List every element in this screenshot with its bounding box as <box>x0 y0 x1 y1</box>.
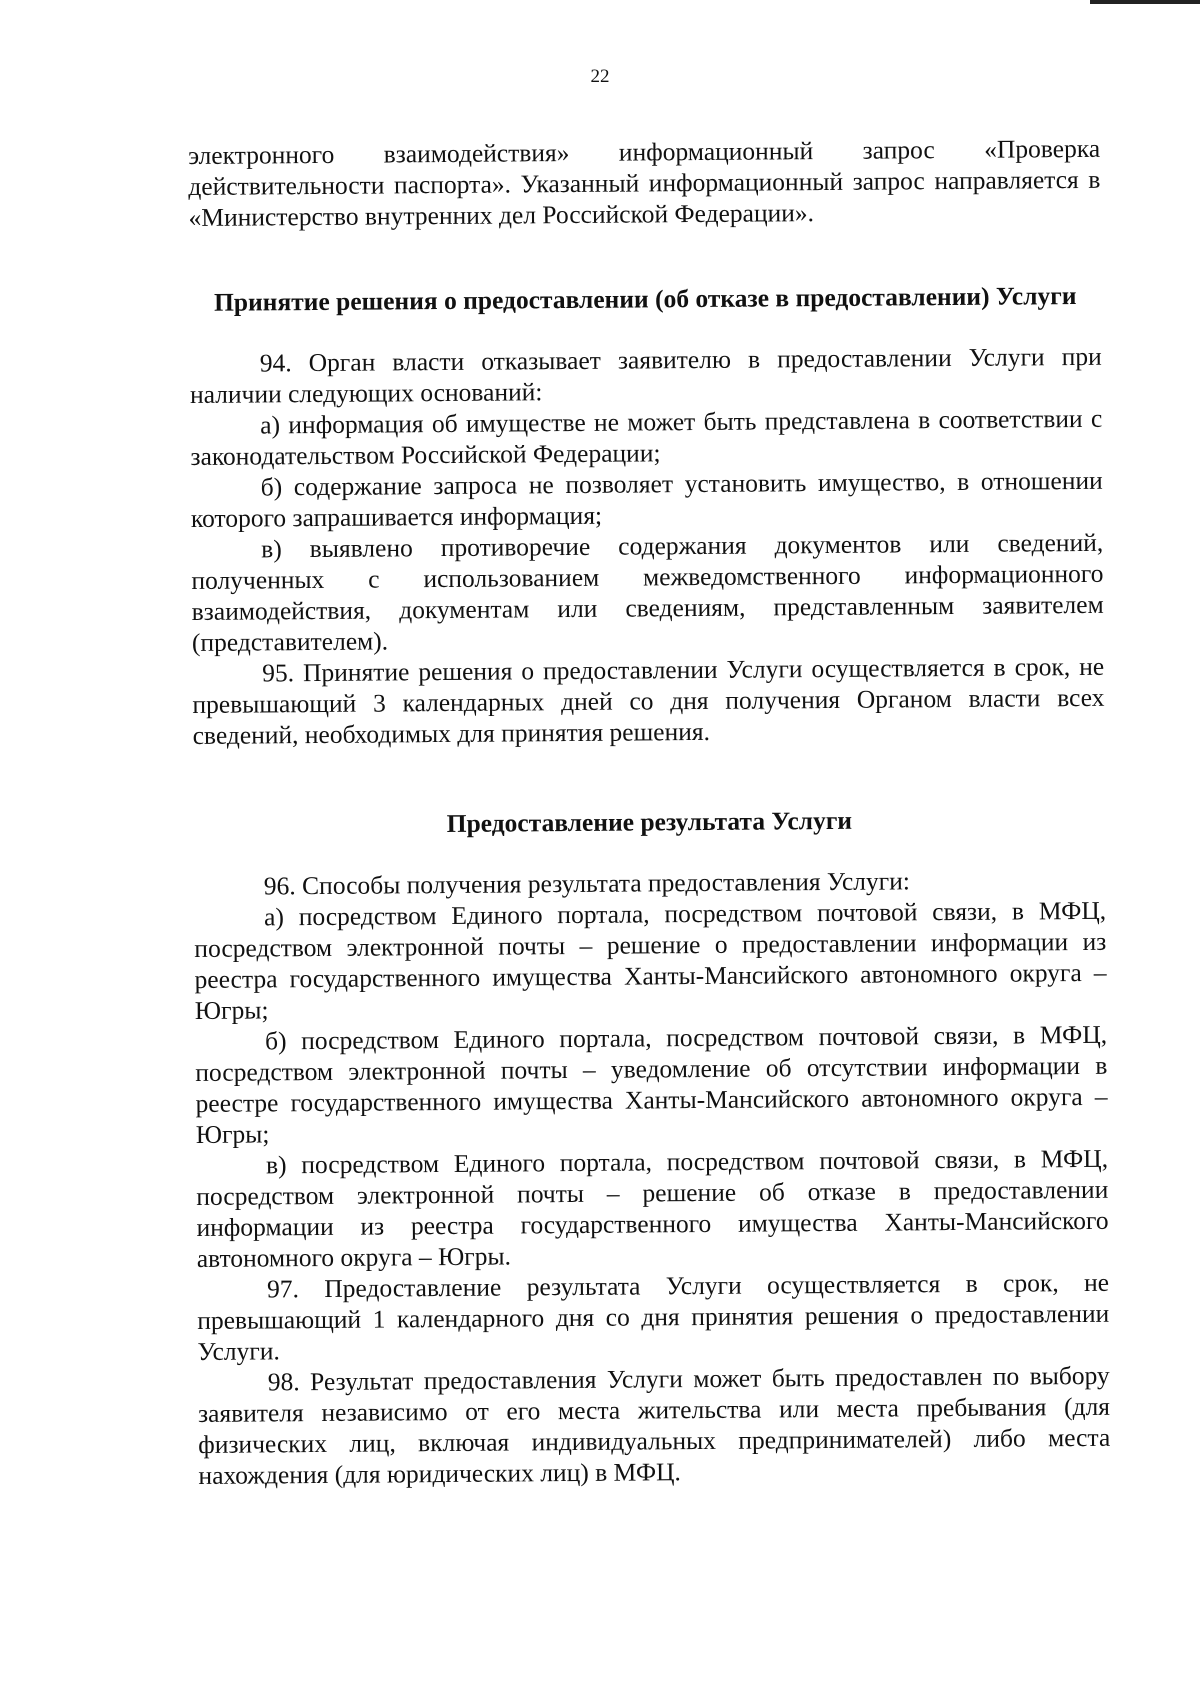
paragraph-94-b: б) содержание запроса не позволяет установить имущество, в отношении которого запрашивается информация; <box>190 465 1103 533</box>
paragraph-96: 96. Способы получения результата предоставления Услуги: <box>263 866 911 901</box>
paragraph-98: 98. Результат предоставления Услуги может быть предоставлен по выбору заявителя независимо от его места жительства или места пребывания (для физических лиц, включая индивидуальных предпринимателей) либо места нахождения (для юридических лиц) в МФЦ. <box>197 1360 1111 1490</box>
paragraph-96-b: б) посредством Единого портала, посредством почтовой связи, в МФЦ, посредством электронной почты – уведомление об отсутствии информации в реестре государственного имущества Ханты-Мансийского автономного округа – Югры; <box>195 1019 1108 1149</box>
paragraph-95: 95. Принятие решения о предоставлении Услуги осуществляется в срок, не превышающий 3 календарных дней со дня получения Органом власти всех сведений, необходимых для принятия решения. <box>192 651 1105 750</box>
section-decision-body <box>190 341 1105 751</box>
page-number: 22 <box>590 66 610 87</box>
paragraph-94-v: в) выявлено противоречие содержания документов или сведений, полученных с использованием межведомственного информационного взаимодействия, документам или сведениям, представленным заявителем (представителем). <box>191 527 1104 657</box>
intro-paragraph: электронного взаимодействия» информационный запрос «Проверка действительности паспорта». Указанный информационный запрос направляется в «Министерство внутренних дел Российской Федерации». <box>188 133 1101 232</box>
document-body <box>188 133 1111 1491</box>
paragraph-97: 97. Предоставление результата Услуги осуществляется в срок, не превышающий 1 календарного дня со дня принятия решения о предоставлении Услуги. <box>197 1267 1110 1366</box>
section-heading-decision: Принятие решения о предоставлении (об отказе в предоставлении) Услуги <box>213 281 1077 317</box>
section-heading-result: Предоставление результата Услуги <box>446 805 853 838</box>
scan-corner-mark <box>1090 0 1200 4</box>
paragraph-94: 94. Орган власти отказывает заявителю в предоставлении Услуги при наличии следующих оснований: <box>189 341 1102 409</box>
paragraph-96-a: а) посредством Единого портала, посредством почтовой связи, в МФЦ, посредством электронной почты – решение о предоставлении информации из реестра государственного имущества Ханты-Мансийского автономного округа – Югры; <box>194 895 1107 1025</box>
paragraph-96-v: в) посредством Единого портала, посредством почтовой связи, в МФЦ, посредством электронной почты – решение об отказе в предоставлении информации из реестра государственного имущества Ханты-Мансийского автономного округа – Югры. <box>196 1143 1109 1273</box>
section-result-body <box>194 864 1111 1491</box>
paragraph-94-a: а) информация об имуществе не может быть представлена в соответствии с законодательством Российской Федерации; <box>190 403 1103 471</box>
